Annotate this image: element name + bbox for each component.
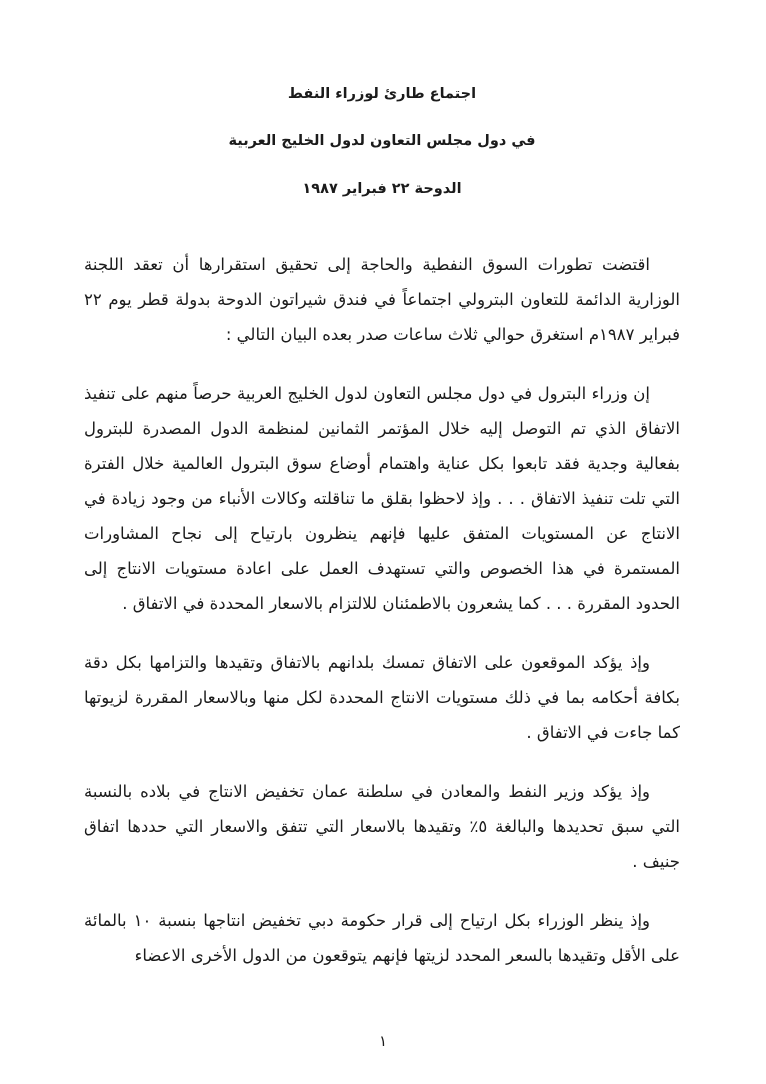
document-title-line-1: اجتماع طارئ لوزراء النفط bbox=[287, 86, 477, 102]
page-number: ١ bbox=[378, 1032, 388, 1050]
paragraph-signatories: وإذ يؤكد الموقعون على الاتفاق تمسك بلدانهم بالاتفاق وتقيدها والتزامها بكل دقة بكافة أحكامه بما في ذلك مستويات الانتاج المحددة لكل منها وبالاسعار المقررة لزيوتها كما جاءت في الاتفاق . bbox=[84, 652, 680, 742]
document-title-block bbox=[84, 86, 680, 198]
paragraph-dubai: وإذ ينظر الوزراء بكل ارتياح إلى قرار حكومة دبي تخفيض انتاجها بنسبة ١٠ بالمائة على الأقل وتقيدها بالسعر المحدد لزيتها فإنهم يتوقعون من الدول الأخرى الاعضاء bbox=[84, 910, 680, 965]
paragraph-statement: إن وزراء البترول في دول مجلس التعاون لدول الخليج العربية حرصاً منهم على تنفيذ الاتفاق الذي تم التوصل إليه خلال المؤتمر الثمانين لمنظمة الدول المصدرة للبترول بفعالية وجدية فقد تابعوا بكل عناية واهتمام أوضاع سوق البترول العالمية خلال الفترة التي تلت تنفيذ الاتفاق . . . وإذ لاحظوا بقلق ما تناقلته وكالات الأنباء من وجود زيادة في الانتاج عن المستويات المتفق عليها فإنهم ينظرون بارتياح إلى نجاح المشاورات المستمرة في هذا الخصوص والتي تستهدف العمل على اعادة مستويات الانتاج إلى الحدود المقررة . . . كما يشعرون بالاطمئنان للالتزام بالاسعار المحددة في الاتفاق . bbox=[84, 384, 680, 613]
page-footer bbox=[0, 1031, 766, 1050]
document-body bbox=[84, 248, 680, 973]
paragraph-oman: وإذ يؤكد وزير النفط والمعادن في سلطنة عمان تخفيض الانتاج في بلاده بالنسبة التي سبق تحديدها والبالغة ٥٪ وتقيدها بالاسعار التي تتفق والاسعار التي حددها اتفاق جنيف . bbox=[84, 781, 680, 871]
document-title-line-2: في دول مجلس التعاون لدول الخليج العربية bbox=[228, 133, 536, 150]
paragraph-preamble: اقتضت تطورات السوق النفطية والحاجة إلى تحقيق استقرارها أن تعقد اللجنة الوزارية الدائمة للتعاون البترولي اجتماعاً في فندق شيراتون الدوحة بدولة قطر يوم ٢٢ فبراير ١٩٨٧م استغرق حوالي ثلاث ساعات صدر بعده البيان التالي : bbox=[84, 255, 680, 345]
document-title-line-3: الدوحة ٢٢ فبراير ١٩٨٧ bbox=[302, 180, 462, 197]
